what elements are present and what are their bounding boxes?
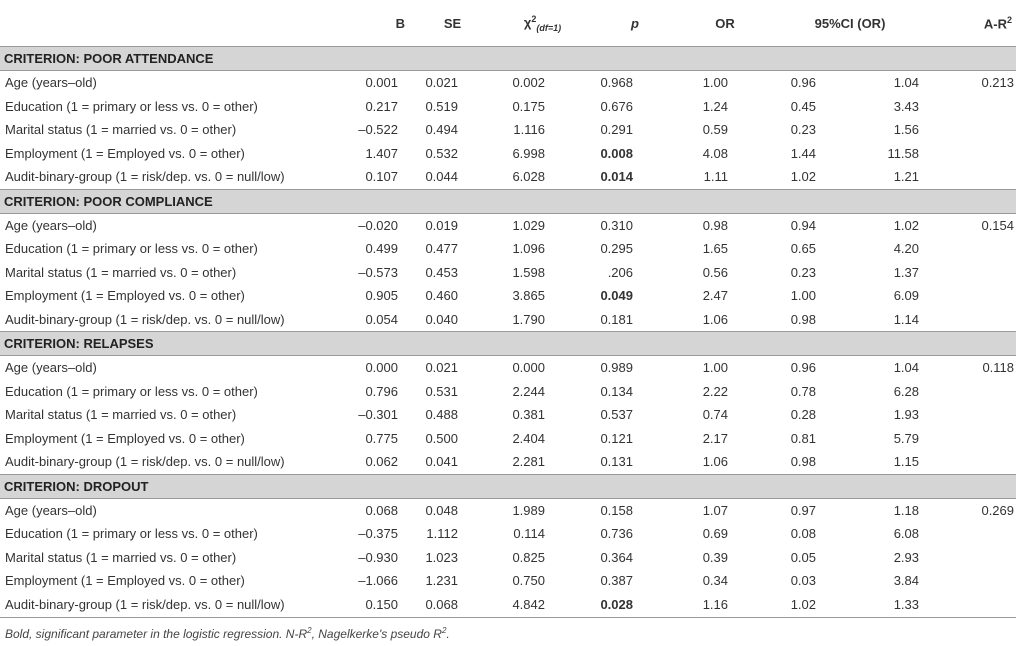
cell-label: Age (years–old) [5,502,97,518]
ar-superscript: 2 [1007,14,1013,25]
cell-p: 0.134 [600,383,633,399]
cell-p: 0.014 [600,169,633,185]
cell-ar [930,237,1016,261]
bottom-rule [0,617,1016,618]
cell-ar [930,522,1016,546]
header-b: B [330,0,410,47]
cell-se: 1.023 [425,549,458,565]
table-row [0,593,1016,617]
section-header [0,189,1016,213]
cell-chi: 1.790 [512,311,545,327]
cell-or: 0.34 [702,573,728,589]
cell-ci-high: 1.02 [893,217,920,233]
cell-se: 0.044 [425,169,458,185]
table-row [0,142,1016,166]
cell-b: –0.573 [358,264,398,280]
cell-se: 0.460 [425,288,458,304]
footnote-text-1: Bold, significant parameter in the logistic regression. N-R [5,627,308,641]
cell-ar [930,95,1016,119]
cell-p: 0.131 [600,454,633,470]
table-row [0,118,1016,142]
cell-or: 1.11 [703,169,728,185]
cell-b: 0.499 [365,241,398,257]
cell-chi: 4.842 [512,596,545,612]
table-row [0,498,1016,522]
chi-subscript: (df=1) [536,22,562,33]
cell-label: Employment (1 = Employed vs. 0 = other) [5,573,245,589]
cell-se: 0.040 [425,311,458,327]
header-ci: 95%CI (OR) [770,0,930,47]
header-p: p [590,0,680,47]
cell-label: Age (years–old) [5,75,97,91]
table-body [0,47,1016,617]
cell-ci-high: 3.84 [893,573,920,589]
table-row [0,308,1016,332]
cell-ci-low: 0.78 [790,383,816,399]
cell-ci-low: 0.23 [790,122,816,138]
header-or: OR [680,0,770,47]
cell-chi: 0.381 [512,407,545,423]
table-row [0,427,1016,451]
cell-or: 1.16 [702,596,728,612]
cell-p: 0.537 [600,407,633,423]
cell-se: 0.041 [425,454,458,470]
cell-p: 0.121 [600,430,633,446]
cell-p: 0.291 [600,122,633,138]
footnote-text-2: , Nagelkerke's pseudo R [311,627,442,641]
cell-ci-high: 1.33 [893,596,920,612]
cell-or: 1.06 [702,311,728,327]
cell-b: –0.020 [358,217,398,233]
cell-label: Marital status (1 = married vs. 0 = other) [5,549,237,565]
cell-b: 0.775 [365,430,398,446]
cell-b: –0.522 [358,122,398,138]
table-row [0,71,1016,95]
cell-b: 0.796 [365,383,398,399]
cell-p: 0.049 [600,288,633,304]
cell-p: .206 [607,264,633,280]
cell-ci-high: 11.58 [887,145,920,161]
cell-se: 0.532 [425,145,458,161]
cell-or: 2.17 [702,430,728,446]
cell-ar [930,546,1016,570]
cell-se: 0.068 [425,596,458,612]
cell-chi: 1.598 [512,264,545,280]
cell-label: Employment (1 = Employed vs. 0 = other) [5,288,245,304]
ar-base: A-R [983,16,1007,32]
cell-p: 0.295 [600,241,633,257]
cell-ci-high: 1.18 [893,502,920,518]
cell-ci-low: 0.98 [790,311,816,327]
cell-ci-high: 4.20 [893,241,920,257]
cell-se: 0.500 [425,430,458,446]
cell-or: 2.22 [702,383,728,399]
section-title: CRITERION: DROPOUT [0,474,1016,498]
cell-label: Education (1 = primary or less vs. 0 = other) [5,526,258,542]
cell-chi: 1.029 [512,217,545,233]
cell-se: 0.021 [425,75,458,91]
cell-chi: 2.404 [512,430,545,446]
cell-or: 1.24 [702,98,728,114]
cell-se: 0.021 [425,360,458,376]
header-ar [930,0,1016,47]
footnote-sup-1: 2 [307,626,312,635]
cell-label: Audit-binary-group (1 = risk/dep. vs. 0 = null/low) [5,596,285,612]
cell-b: –1.066 [358,573,398,589]
cell-ar [930,569,1016,593]
cell-or: 1.00 [702,75,728,91]
cell-ci-low: 0.96 [790,360,816,376]
cell-ci-low: 1.02 [790,596,816,612]
cell-se: 0.494 [425,122,458,138]
cell-ar [930,308,1016,332]
cell-label: Employment (1 = Employed vs. 0 = other) [5,430,245,446]
cell-b: 0.068 [365,502,398,518]
cell-label: Age (years–old) [5,360,97,376]
footnote [5,626,450,641]
table-row [0,380,1016,404]
table-row [0,95,1016,119]
cell-p: 0.989 [600,360,633,376]
cell-ci-low: 1.44 [790,145,816,161]
cell-b: 1.407 [365,145,398,161]
cell-p: 0.008 [600,145,633,161]
cell-b: 0.000 [365,360,398,376]
cell-ci-high: 1.21 [893,169,920,185]
cell-ci-low: 0.28 [790,407,816,423]
cell-b: –0.930 [358,549,398,565]
section-title: CRITERION: POOR ATTENDANCE [0,47,1016,71]
section-header [0,47,1016,71]
cell-ci-high: 1.14 [893,311,920,327]
cell-ar [930,427,1016,451]
cell-chi: 2.244 [512,383,545,399]
chi-symbol: χ [523,14,532,30]
cell-ci-high: 3.43 [893,98,920,114]
cell-se: 0.519 [425,98,458,114]
cell-ci-high: 1.04 [893,75,920,91]
cell-ci-high: 6.09 [893,288,920,304]
table-row [0,522,1016,546]
cell-se: 1.112 [426,526,458,542]
cell-se: 0.048 [425,502,458,518]
header-chi-square [495,0,590,47]
cell-or: 0.59 [702,122,728,138]
cell-b: –0.375 [358,526,398,542]
table-row [0,237,1016,261]
cell-or: 0.69 [702,526,728,542]
cell-ci-low: 0.97 [790,502,816,518]
cell-ci-high: 5.79 [893,430,920,446]
cell-p: 0.028 [600,596,633,612]
table-row [0,165,1016,189]
cell-b: –0.301 [358,407,398,423]
cell-b: 0.107 [365,169,398,185]
section-header [0,332,1016,356]
cell-ci-high: 6.28 [893,383,920,399]
cell-p: 0.736 [600,526,633,542]
cell-chi: 0.114 [513,526,545,542]
cell-b: 0.150 [365,596,398,612]
table-row [0,213,1016,237]
cell-b: 0.001 [365,75,398,91]
cell-label: Education (1 = primary or less vs. 0 = other) [5,241,258,257]
cell-ar: 0.154 [981,217,1015,233]
cell-ci-high: 2.93 [893,549,920,565]
cell-ar: 0.269 [981,502,1015,518]
cell-ci-low: 0.08 [790,526,816,542]
cell-chi: 6.028 [512,169,545,185]
cell-ar [930,284,1016,308]
cell-chi: 2.281 [512,454,545,470]
cell-chi: 1.116 [513,122,545,138]
cell-label: Audit-binary-group (1 = risk/dep. vs. 0 = null/low) [5,454,285,470]
cell-label: Age (years–old) [5,217,97,233]
table-row [0,356,1016,380]
cell-ar [930,380,1016,404]
header-label [0,0,330,47]
cell-se: 0.531 [425,383,458,399]
cell-ar [930,261,1016,285]
cell-ci-low: 0.94 [790,217,816,233]
cell-ci-high: 1.15 [893,454,920,470]
cell-chi: 0.002 [512,75,545,91]
cell-b: 0.217 [365,98,398,114]
cell-ci-low: 0.98 [790,454,816,470]
cell-chi: 1.096 [512,241,545,257]
cell-label: Education (1 = primary or less vs. 0 = other) [5,98,258,114]
cell-chi: 3.865 [512,288,545,304]
cell-or: 0.74 [702,407,728,423]
header-se: SE [410,0,495,47]
cell-label: Marital status (1 = married vs. 0 = other) [5,407,237,423]
cell-ar [930,593,1016,617]
cell-ar [930,118,1016,142]
cell-ci-low: 0.45 [790,98,816,114]
table-row [0,546,1016,570]
cell-se: 0.477 [425,241,458,257]
cell-p: 0.968 [600,75,633,91]
cell-ar [930,403,1016,427]
cell-or: 1.07 [702,502,728,518]
cell-label: Audit-binary-group (1 = risk/dep. vs. 0 = null/low) [5,169,285,185]
cell-ci-low: 1.02 [790,169,816,185]
cell-chi: 0.825 [512,549,545,565]
cell-ar [930,165,1016,189]
cell-p: 0.181 [600,311,633,327]
cell-chi: 0.750 [512,573,545,589]
cell-or: 2.47 [702,288,728,304]
cell-p: 0.364 [600,549,633,565]
cell-label: Employment (1 = Employed vs. 0 = other) [5,145,245,161]
cell-label: Audit-binary-group (1 = risk/dep. vs. 0 = null/low) [5,311,285,327]
cell-chi: 0.175 [512,98,545,114]
cell-or: 0.98 [702,217,728,233]
footnote-sup-2: 2 [441,626,447,635]
section-header [0,474,1016,498]
cell-se: 1.231 [425,573,458,589]
cell-chi: 0.000 [512,360,545,376]
footnote-text-3: . [446,627,450,641]
cell-se: 0.019 [425,217,458,233]
cell-ci-high: 6.08 [893,526,920,542]
cell-ci-low: 0.03 [790,573,816,589]
cell-p: 0.676 [600,98,633,114]
cell-ar [930,450,1016,474]
cell-p: 0.387 [600,573,633,589]
cell-or: 4.08 [702,145,728,161]
cell-p: 0.310 [600,217,633,233]
table-row [0,450,1016,474]
cell-ci-low: 0.96 [790,75,816,91]
cell-label: Education (1 = primary or less vs. 0 = other) [5,383,258,399]
cell-ar [930,142,1016,166]
cell-chi: 6.998 [512,145,545,161]
cell-or: 1.06 [702,454,728,470]
cell-ci-high: 1.56 [893,122,920,138]
cell-b: 0.905 [365,288,398,304]
header-row [0,0,1016,47]
cell-or: 0.39 [702,549,728,565]
cell-se: 0.488 [425,407,458,423]
cell-ar: 0.213 [981,75,1015,91]
cell-or: 1.00 [702,360,728,376]
section-title: CRITERION: RELAPSES [0,332,1016,356]
table-row [0,261,1016,285]
cell-b: 0.054 [365,311,398,327]
cell-ci-high: 1.93 [893,407,920,423]
table-row [0,403,1016,427]
cell-ci-low: 0.81 [790,430,816,446]
cell-chi: 1.989 [512,502,545,518]
cell-ci-high: 1.37 [893,264,920,280]
section-title: CRITERION: POOR COMPLIANCE [0,189,1016,213]
cell-ci-low: 0.23 [790,264,816,280]
cell-b: 0.062 [365,454,398,470]
cell-ar: 0.118 [982,360,1015,376]
cell-p: 0.158 [600,502,633,518]
table-row [0,569,1016,593]
table-row [0,284,1016,308]
cell-label: Marital status (1 = married vs. 0 = other) [5,122,237,138]
cell-ci-low: 0.05 [790,549,816,565]
cell-ci-high: 1.04 [893,360,920,376]
cell-or: 0.56 [702,264,728,280]
cell-ci-low: 1.00 [790,288,816,304]
cell-ci-low: 0.65 [790,241,816,257]
cell-label: Marital status (1 = married vs. 0 = other) [5,264,237,280]
cell-or: 1.65 [702,241,728,257]
chi-superscript: 2 [531,13,537,24]
cell-se: 0.453 [425,264,458,280]
